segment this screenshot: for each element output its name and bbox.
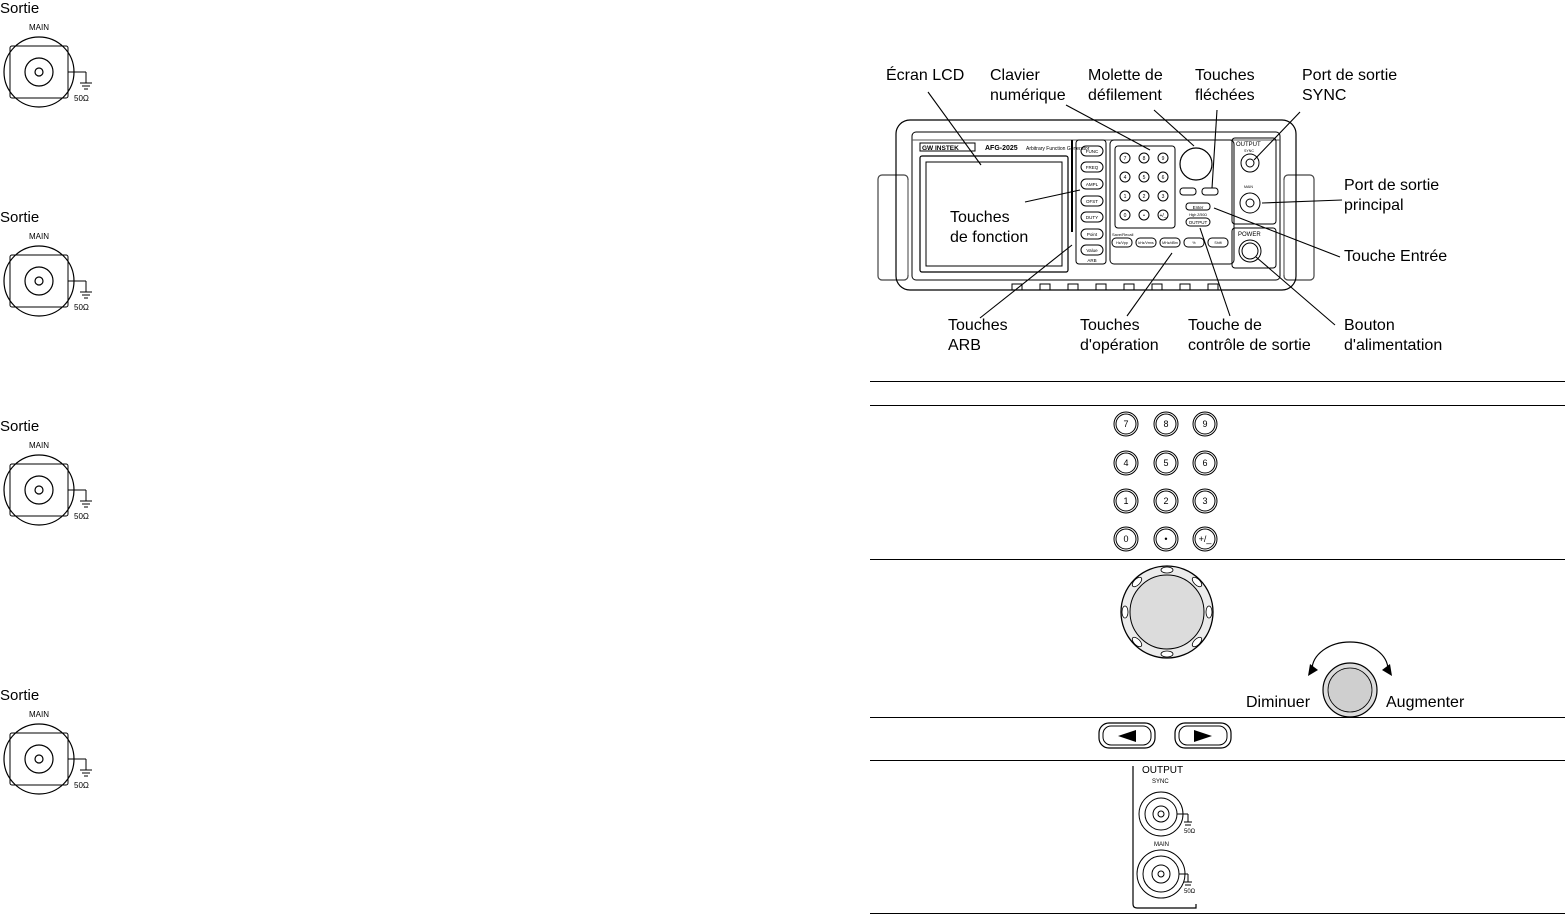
- callout-arrow-keys-2: fléchées: [1195, 87, 1255, 104]
- connector-label: MAIN: [29, 23, 49, 32]
- model-text: AFG-2025: [985, 145, 1018, 152]
- panel-key: 0: [1123, 213, 1127, 219]
- enter-key-text: Enter: [1192, 205, 1204, 210]
- func-key: FUNC: [1085, 149, 1099, 154]
- key-3: 3: [1202, 496, 1208, 506]
- panel-key: 7: [1123, 156, 1127, 162]
- callout-scroll-wheel-2: défilement: [1088, 87, 1162, 104]
- table-rule: [870, 717, 1565, 718]
- callout-main-port-1: Port de sortie: [1344, 177, 1440, 194]
- main-label: MAIN: [1154, 842, 1169, 848]
- key-7: 7: [1123, 419, 1129, 429]
- connector-label: MAIN: [29, 710, 49, 719]
- bnc-main-connector-icon: [0, 707, 110, 802]
- model-desc-text: Arbitrary Function Generator: [1026, 146, 1090, 152]
- leader-line: [980, 245, 1072, 318]
- scroll-wheel-icon: [1117, 562, 1217, 662]
- callout-sync-port-1: Port de sortie: [1302, 67, 1398, 84]
- arb-label: ARB: [1087, 258, 1097, 263]
- leader-line: [1066, 105, 1150, 150]
- callout-keypad-1: Clavier: [990, 67, 1040, 84]
- output-title: OUTPUT: [1142, 765, 1184, 776]
- output-key-text: OUTPUT: [1188, 220, 1208, 225]
- connector-label: MAIN: [29, 441, 49, 450]
- op-key: kHz/Vrms: [1138, 241, 1154, 245]
- key-9: 9: [1202, 419, 1208, 429]
- sync-label: SYNC: [1152, 779, 1169, 785]
- leader-line: [1262, 200, 1342, 203]
- rotate-knob-icon: [1300, 640, 1400, 720]
- duty-key: DUTY: [1085, 215, 1099, 220]
- key-plus-minus: +/_: [1198, 534, 1212, 544]
- callout-main-port-2: principal: [1344, 197, 1404, 214]
- bnc-main-connector-icon: [0, 229, 110, 324]
- connector-label: MAIN: [29, 232, 49, 241]
- key-4: 4: [1123, 458, 1129, 468]
- table-rule: [870, 405, 1565, 406]
- point-key: Point: [1086, 232, 1098, 237]
- callout-arb-keys-2: ARB: [948, 337, 981, 354]
- callout-function-keys-2: de fonction: [950, 229, 1029, 246]
- leader-line: [1025, 190, 1080, 202]
- ofst-key: OFST: [1086, 199, 1098, 204]
- impedance-label: 50Ω: [74, 781, 89, 790]
- callout-enter-key: Touche Entrée: [1344, 248, 1448, 265]
- save-recall-text: Save/Recall: [1112, 232, 1134, 237]
- key-8: 8: [1163, 419, 1169, 429]
- op-key: %: [1192, 241, 1196, 245]
- key-6: 6: [1202, 458, 1208, 468]
- sortie-block-2: [0, 209, 110, 329]
- bnc-main-connector-icon: [0, 438, 110, 533]
- table-rule: [870, 760, 1565, 761]
- sortie-block-3: [0, 418, 110, 538]
- key-2: 2: [1163, 496, 1169, 506]
- sortie-block-4: [0, 687, 110, 807]
- freq-key: FREQ: [1085, 165, 1099, 170]
- panel-key: 9: [1161, 156, 1165, 162]
- numeric-keypad-figure: [1105, 408, 1245, 558]
- left-triangle-icon: [1118, 730, 1136, 742]
- key-dot: •: [1164, 534, 1168, 544]
- callout-power-button-1: Bouton: [1344, 317, 1395, 334]
- callout-keypad-2: numérique: [990, 87, 1066, 104]
- callout-sync-port-2: SYNC: [1302, 87, 1347, 104]
- panel-power-label: POWER: [1238, 232, 1261, 238]
- right-arrow-key: [1174, 722, 1234, 750]
- key-0: 0: [1123, 534, 1129, 544]
- leader-line: [1214, 208, 1340, 257]
- leader-line: [1256, 257, 1335, 325]
- table-rule: [870, 381, 1565, 382]
- output-ports-figure: [1130, 762, 1220, 912]
- leader-line: [1200, 228, 1230, 316]
- callout-scroll-wheel-1: Molette de: [1088, 67, 1163, 84]
- impedance-label: 50Ω: [74, 512, 89, 521]
- decrease-label: Diminuer: [1246, 694, 1311, 711]
- sortie-block-1: [0, 0, 110, 120]
- right-triangle-icon: [1194, 730, 1212, 742]
- sortie-title: Sortie: [0, 687, 40, 704]
- op-key: MHz/dBm: [1162, 241, 1178, 245]
- callout-operation-keys-2: d'opération: [1080, 337, 1159, 354]
- ampl-key: AMPL: [1085, 182, 1099, 187]
- key-1: 1: [1123, 496, 1129, 506]
- panel-key: +/_: [1159, 213, 1167, 219]
- leader-line: [1154, 110, 1194, 146]
- panel-key: 4: [1123, 175, 1127, 181]
- output-caption-text: High Z/50Ω: [1189, 213, 1207, 217]
- increase-label: Augmenter: [1386, 694, 1465, 711]
- sync-impedance: 50Ω: [1184, 829, 1196, 835]
- sortie-title: Sortie: [0, 0, 40, 17]
- callout-output-control-2: contrôle de sortie: [1188, 337, 1311, 354]
- callout-arb-keys-1: Touches: [948, 317, 1008, 334]
- panel-key: 8: [1142, 156, 1146, 162]
- main-impedance: 50Ω: [1184, 889, 1196, 895]
- left-arrow-key: [1098, 722, 1158, 750]
- panel-key: 1: [1123, 194, 1127, 200]
- callout-power-button-2: d'alimentation: [1344, 337, 1443, 354]
- callout-operation-keys-1: Touches: [1080, 317, 1140, 334]
- leader-line: [1127, 253, 1172, 316]
- leader-line: [1254, 112, 1300, 160]
- key-5: 5: [1163, 458, 1169, 468]
- callout-lcd-screen: Écran LCD: [886, 67, 965, 84]
- op-key: Hz/Vpp: [1116, 241, 1128, 245]
- bnc-main-connector-icon: [0, 20, 110, 115]
- impedance-label: 50Ω: [74, 303, 89, 312]
- panel-sync-label: SYNC: [1244, 149, 1254, 153]
- leader-line: [928, 92, 981, 165]
- panel-key: 5: [1142, 175, 1146, 181]
- impedance-label: 50Ω: [74, 94, 89, 103]
- sortie-title: Sortie: [0, 209, 40, 226]
- panel-main-label: MAIN: [1244, 185, 1253, 189]
- sortie-title: Sortie: [0, 418, 40, 435]
- panel-output-title: OUTPUT: [1236, 142, 1261, 148]
- callout-output-control-1: Touche de: [1188, 317, 1262, 334]
- brand-text: GW INSTEK: [922, 145, 959, 152]
- panel-key: •: [1143, 213, 1145, 219]
- callout-arrow-keys-1: Touches: [1195, 67, 1255, 84]
- table-rule: [870, 559, 1565, 560]
- panel-key: 2: [1142, 194, 1146, 200]
- value-key: Value: [1086, 248, 1098, 253]
- callout-function-keys-1: Touches: [950, 209, 1010, 226]
- leader-line: [1212, 110, 1217, 188]
- op-key: Shift: [1214, 241, 1222, 245]
- panel-key: 3: [1161, 194, 1165, 200]
- panel-key: 6: [1161, 175, 1165, 181]
